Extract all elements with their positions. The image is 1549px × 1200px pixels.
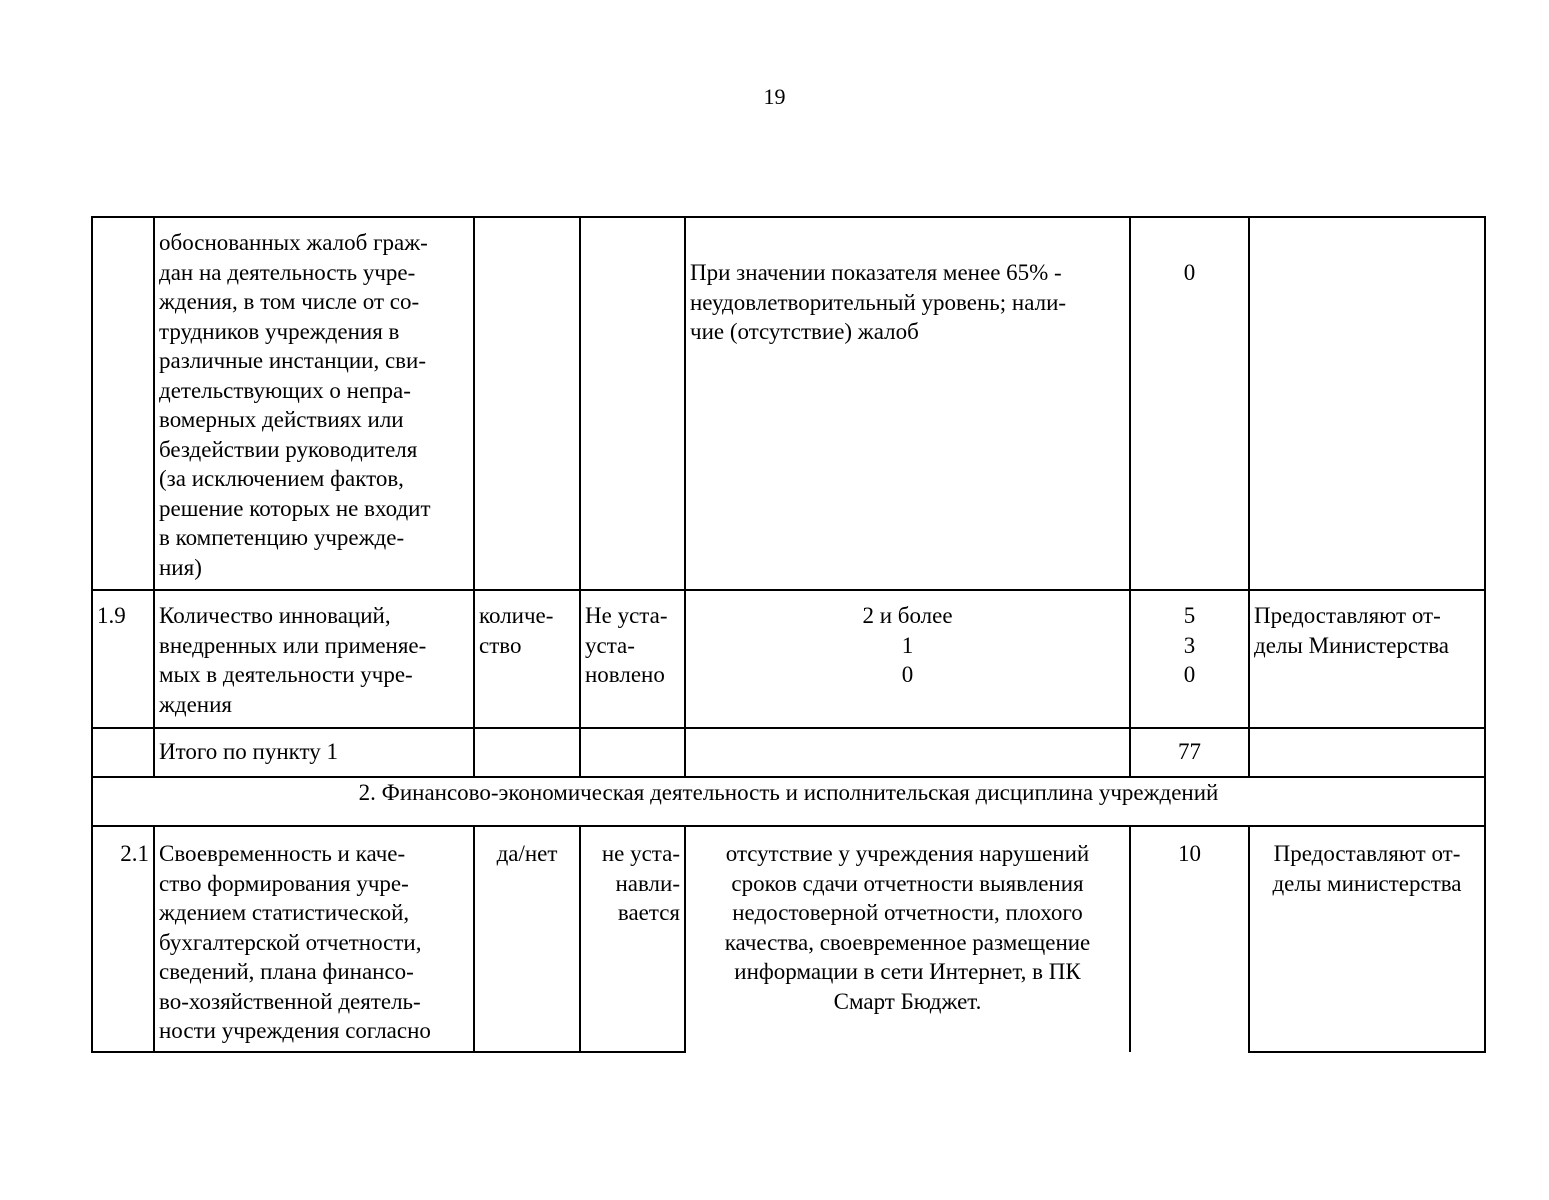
criterion-cell: 2 и более 1 0 [685,590,1130,728]
score-cell: 5 3 0 [1130,590,1249,728]
total-score: 77 [1130,728,1249,777]
row-number: 2.1 [92,826,154,1052]
source-cell [1249,217,1485,590]
criterion-cell [685,728,1130,777]
unit-cell: да/нет [474,826,580,1052]
source-cell: Предоставляют от- делы Министерства [1249,590,1485,728]
table-row-total [92,728,1485,777]
section-header-row [92,777,1485,826]
unit-cell [474,217,580,590]
source-cell: Предоставляют от- делы министерства [1249,826,1485,1052]
indicator-name: Своевременность и каче- ство формирования учре- ждением статистической, бухгалтерской отчетности, сведений, плана финансо- во-хозяйственной деятель- ности учреждения согласно [154,826,474,1052]
row-number [92,728,154,777]
unit-cell [474,728,580,777]
indicator-name: обоснованных жалоб граж- дан на деятельность учре- ждения, в том числе от со- трудников учреждения в различные инстанции, сви- детельствующих о непра- вомерных действиях или бездействии руководителя (за исключением фактов, решение которых не входит в компетенцию учрежде- ния) [154,217,474,590]
source-cell [1249,728,1485,777]
page-number: 19 [763,84,786,109]
criterion-cell: отсутствие у учреждения нарушений сроков сдачи отчетности выявления недостоверной отчетности, плохого качества, своевременное размещение информации в сети Интернет, в ПК Смарт Бюджет. [685,826,1130,1052]
score-cell: 10 [1130,826,1249,1052]
row-number [92,217,154,590]
total-label: Итого по пункту 1 [154,728,474,777]
table-row [92,217,1485,590]
indicator-name: Количество инноваций, внедренных или применяе- мых в деятельности учре- ждения [154,590,474,728]
section-title: 2. Финансово-экономическая деятельность и исполнительская дисциплина учреждений [92,777,1485,826]
target-cell [580,217,685,590]
table-row [92,826,1485,1052]
table-row [92,590,1485,728]
unit-cell: количе- ство [474,590,580,728]
row-number: 1.9 [92,590,154,728]
criteria-table [91,216,1486,1053]
target-cell: не уста- навли- вается [580,826,685,1052]
target-cell: Не уста- уста- новлено [580,590,685,728]
score-cell: 0 [1130,217,1249,590]
criterion-cell: При значении показателя менее 65% - неудовлетворительный уровень; нали- чие (отсутствие) жалоб [685,217,1130,590]
target-cell [580,728,685,777]
